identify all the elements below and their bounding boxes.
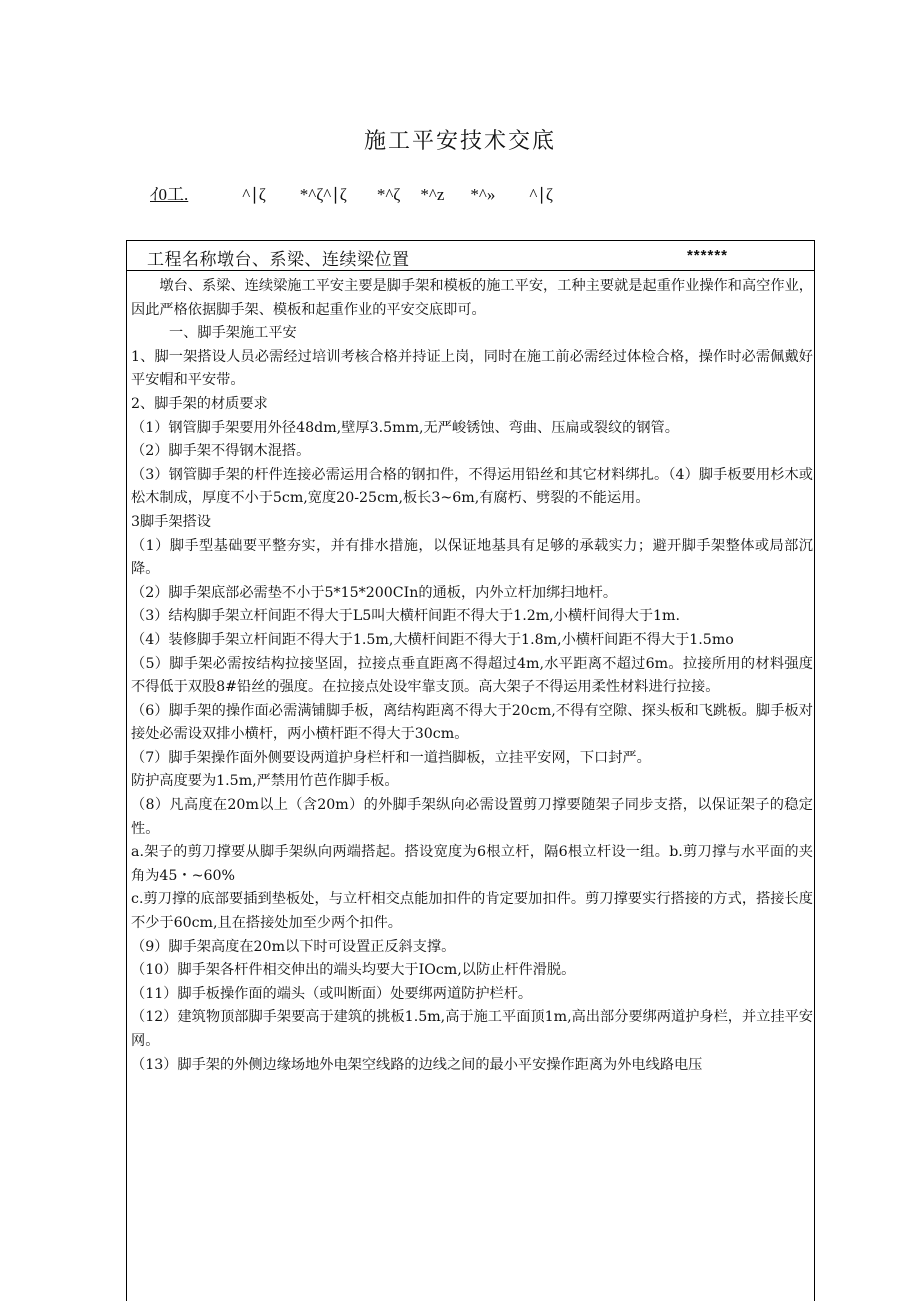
paragraph: a.架子的剪刀撑要从脚手架纵向两端搭起。搭设宽度为6根立杆，隔6根立杆设一组。b.剪刀撑与水平面的夹角为45・~60% (131, 844, 813, 884)
project-row (127, 241, 814, 271)
header-fragment: *^ζ (376, 185, 401, 204)
paragraph: （5）脚手架必需按结构拉接坚固，拉接点垂直距离不得超过4m,水平距离不超过6m。拉接所用的材料强度不得低于双股8#铅丝的强度。在拉接点处设牢靠支顶。高大架子不得运用柔性材料进行拉接。 (131, 655, 813, 696)
disclosure-content (131, 275, 813, 1077)
paragraph: （4）装修脚手架立杆间距不得大于1.5m,大横杆间距不得大于1.8m,小横杆间距不得大于1.5mo (131, 631, 734, 648)
paragraph: （9）脚手架高度在20m以下时可设置正反斜支撑。 (131, 938, 456, 955)
paragraph: （1）钢管脚手架要用外径48dm,壁厚3.5mm,无严峻锈蚀、弯曲、压扁或裂纹的钢管。 (131, 419, 679, 436)
paragraph: （12）建筑物顶部脚手架要高于建筑的挑板1.5m,高于施工平面顶1m,高出部分要绑两道护身栏，并立挂平安网。 (131, 1009, 813, 1049)
header-fragment: ^∣ζ (242, 185, 266, 204)
header-fragment: *^z (420, 185, 445, 204)
header-fragment: ^∣ζ (529, 185, 553, 204)
section-heading: 一、脚手架施工平安 (169, 325, 297, 342)
paragraph: （3）结构脚手架立杆间距不得大于L5叫大横杆间距不得大于1.2m,小横杆间得大于1m. (131, 608, 680, 625)
paragraph: （2）脚手架不得钢木混搭。 (131, 443, 311, 460)
paragraph: （11）脚手板操作面的端头（或叫断面）处要绑两道防护栏杆。 (131, 985, 533, 1002)
paragraph: （10）脚手架各杆件相交伸出的端头均要大于IOcm,以防止杆件滑脱。 (131, 962, 576, 979)
paragraph: （6）脚手架的操作面必需满铺脚手板，离结构距离不得大于20cm,不得有空隙、探头板和飞跳板。脚手板对接处必需设双排小横杆，两小横杆距不得大于30cm。 (131, 702, 813, 743)
paragraph: c.剪刀撑的底部要插到垫板处，与立杆相交点能加扣件的肯定要加扣件。剪刀撑要实行搭接的方式，搭接长度不少于60cm,且在搭接处加至少两个扣件。 (131, 891, 813, 932)
paragraph: （3）钢管脚手架的杆件连接必需运用合格的钢扣件，不得运用铅丝和其它材料绑扎。（4）脚手板要用杉木或松木制成，厚度不小于5cm,宽度20-25cm,板长3~6m,有腐朽、劈裂的不能运用。 (131, 466, 813, 507)
project-name-label: 工程名称墩台、系梁、连续梁位置 (147, 250, 410, 270)
project-code: ****** (686, 247, 728, 264)
subsection-heading: 3脚手架搭设 (131, 513, 211, 530)
paragraph: （13）脚手架的外侧边缘场地外电架空线路的边线之间的最小平安操作距离为外电线路电压 (131, 1056, 703, 1073)
paragraph: 1、脚一架搭设人员必需经过培训考核合格并持证上岗，同时在施工前必需经过体检合格，操作时必需佩戴好平安帽和平安带。 (131, 348, 813, 389)
header-code: ｲ0工. (150, 185, 189, 204)
header-line (150, 180, 553, 205)
paragraph: （2）脚手架底部必需垫不小于5*15*200CIn的通板，内外立杆加绑扫地杆。 (131, 584, 618, 601)
header-fragment: *^» (470, 185, 496, 204)
paragraph: 防护高度要为1.5m,严禁用竹芭作脚手板。 (131, 773, 399, 790)
intro-paragraph: 墩台、系梁、连续梁施工平安主要是脚手架和模板的施工平安，工种主要就是起重作业操作和高空作业，因此严格依据脚手架、模板和起重作业的平安交底即可。 (131, 278, 813, 318)
paragraph: （7）脚手架操作面外侧要设两道护身栏杆和一道挡脚板，立挂平安网，下口封严。 (131, 749, 651, 766)
paragraph: （1）脚手型基础要平整夯实，并有排水措施，以保证地基具有足够的承载实力；避开脚手架整体或局部沉降。 (131, 537, 813, 578)
document-title: 施工平安技术交底 (363, 129, 556, 154)
header-fragment: *^ζ^∣ζ (299, 185, 347, 204)
disclosure-table (126, 240, 815, 1301)
paragraph: （8）凡高度在20m以上（含20m）的外脚手架纵向必需设置剪刀撑要随架子同步支搭，以保证架子的稳定性。 (131, 797, 813, 837)
subsection-heading: 2、脚手架的材质要求 (131, 395, 268, 412)
